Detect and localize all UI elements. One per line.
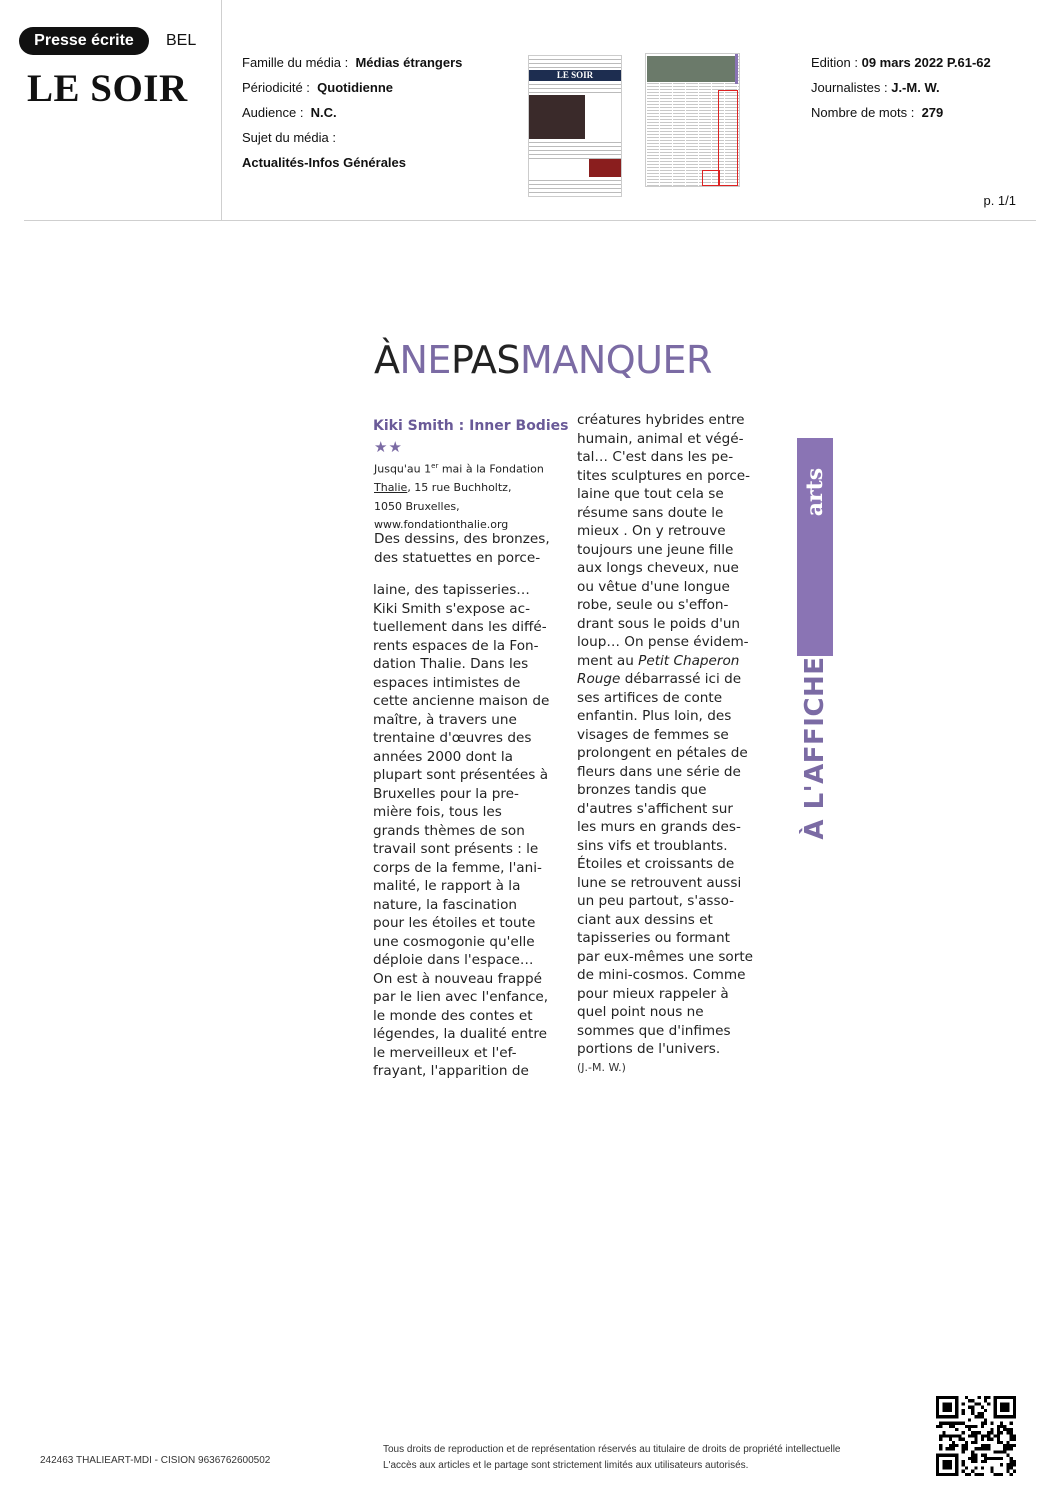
text-line: bronzes tandis que	[577, 782, 707, 798]
article-intro: Des dessins, des bronzes, des statuettes en porce-	[374, 531, 550, 566]
media-type-badge: Presse écrite	[19, 27, 149, 55]
text-line: de mini-cosmos. Comme	[577, 967, 746, 983]
front-page-thumbnail	[528, 55, 622, 197]
text-line: Kiki Smith s'expose ac-	[373, 600, 530, 617]
text-line: pour les étoiles et toute	[373, 915, 536, 931]
text-line: espaces intimistes de	[373, 674, 521, 691]
text-line: pour mieux rappeler à	[577, 985, 729, 1002]
text-line: frayant, l'apparition de	[373, 1063, 529, 1079]
text-line: malité, le rapport à la	[373, 878, 521, 894]
headline-manquer: MANQUER	[520, 338, 712, 382]
text-line: enfantin. Plus loin, des	[577, 708, 732, 724]
text-line: d'autres s'affichent sur	[577, 800, 733, 817]
article-headline	[374, 338, 712, 382]
text-line: humain, animal et végé-	[577, 430, 744, 447]
meta-subject-value: Actualités-Infos Générales	[242, 155, 406, 170]
meta-edition: Edition : 09 mars 2022 P.61-62	[811, 55, 991, 70]
text-line: plupart sont présentées à	[373, 767, 549, 783]
article-column-1	[373, 581, 549, 1081]
text-line: les murs en grands des-	[577, 819, 741, 835]
text-line: grands thèmes de son	[373, 822, 525, 839]
article-page-thumbnail	[645, 53, 740, 187]
text-line: années 2000 dont la	[373, 748, 513, 765]
text-line: un peu partout, s'asso-	[577, 893, 735, 909]
meta-periodicity: Périodicité : Quotidienne	[242, 80, 393, 95]
meta-journalists: Journalistes : J.-M. W.	[811, 80, 940, 95]
text-line: tal… C'est dans les pe-	[577, 449, 734, 465]
article-column-2: créatures hybrides entre humain, animal et végé- tal… C'est dans les pe- tites sculptures en porce- laine que tout cela se résume sans doute le mieux . On y retrouve toujours une jeune fille aux longs cheveux, nue ou vêtue d'une longue robe, seule ou s'effon- drant sous le poids d'un loup… On pense évidem- ment au Petit Chaperon Rouge débarrassé ici de ses artifices de conte enfantin. Plus loin, des visages de femmes se prolongent en pétales de fleurs dans une série de bronzes tandis que d'autres s'affichent sur les murs en grands des- sins vifs et troublants. Étoiles et croissants de lune se retrouvent aussi un peu partout, s'asso- ciant aux dessins et tapisseries ou formant par eux-mêmes une sorte de mini-cosmos. Comme pour mieux rappeler à quel point nous ne sommes que d'infimes portions de l'univers. (J.-M. W.)	[577, 411, 753, 1077]
text-line: sommes que d'infimes	[577, 1022, 731, 1039]
text-line: laine, des tapisseries…	[373, 582, 530, 598]
qr-code	[936, 1396, 1016, 1476]
text-line: Bruxelles pour la pre-	[373, 785, 519, 802]
text-line: une cosmogonie qu'elle	[373, 933, 535, 950]
text-line: nature, la fascination	[373, 896, 518, 913]
text-line: cette ancienne maison de	[373, 693, 550, 709]
thumbnail-masthead: LE SOIR	[529, 70, 621, 81]
text-line: robe, seule ou s'effon-	[577, 597, 729, 613]
text-line: visages de femmes se	[577, 726, 729, 743]
article-title: Kiki Smith : Inner Bodies	[373, 418, 569, 434]
newspaper-logo: LE SOIR	[27, 67, 188, 110]
text-line: par eux-mêmes une sorte	[577, 948, 754, 965]
meta-media-family: Famille du média : Médias étrangers	[242, 55, 463, 70]
text-line: le merveilleux et l'ef-	[373, 1044, 517, 1061]
rating-stars: ★★	[374, 439, 403, 456]
headline-pas: PAS	[450, 338, 521, 382]
text-line: aux longs cheveux, nue	[577, 560, 739, 576]
text-line: mieux . On y retrouve	[577, 523, 726, 539]
text-line: Étoiles et croissants de	[577, 856, 735, 872]
text-line: ciant aux dessins et	[577, 911, 713, 928]
text-line: créatures hybrides entre	[577, 412, 745, 428]
rubric-label: À L'AFFICHE	[800, 656, 830, 840]
meta-subject-label: Sujet du média :	[242, 130, 336, 145]
text-line: toujours une jeune fille	[577, 541, 734, 558]
meta-word-count: Nombre de mots : 279	[811, 105, 944, 120]
text-line: loup… On pense évidem-	[577, 634, 749, 650]
text-line: travail sont présents : le	[373, 841, 539, 857]
text-line: laine que tout cela se	[577, 486, 724, 502]
text-line: fleurs dans une série de	[577, 763, 741, 780]
article-signature: (J.-M. W.)	[577, 1060, 626, 1074]
header-horizontal-divider	[24, 220, 1036, 221]
text-line: ou vêtue d'une longue	[577, 578, 730, 595]
text-line: quel point nous ne	[577, 1004, 704, 1020]
text-line: sins vifs et troublants.	[577, 837, 728, 854]
text-line: le monde des contes et	[373, 1007, 533, 1024]
headline-ne: NE	[399, 338, 451, 382]
text-line: prolongent en pétales de	[577, 745, 748, 761]
text-line: tuellement dans les diffé-	[373, 619, 547, 635]
text-line: ses artifices de conte	[577, 689, 723, 706]
section-label: arts	[802, 467, 828, 517]
text-line: trentaine d'œuvres des	[373, 730, 532, 746]
exhibition-info: Jusqu'au 1er mai à la Fondation Thalie, 15 rue Buchholtz, 1050 Bruxelles, www.fondationthalie.org	[374, 462, 544, 532]
text-line: rents espaces de la Fon-	[373, 637, 539, 654]
text-line: tites sculptures en porce-	[577, 467, 751, 484]
country-code: BEL	[166, 32, 197, 49]
header-vertical-divider	[221, 0, 222, 221]
text-line: portions de l'univers.	[577, 1041, 721, 1057]
text-line: résume sans doute le	[577, 504, 724, 521]
text-line: tapisseries ou formant	[577, 930, 730, 946]
text-line: mière fois, tous les	[373, 804, 502, 820]
footer-rights: Tous droits de reproduction et de représentation réservés au titulaire de droits de propriété intellectuelle L'accès aux articles et le partage sont strictement limités aux utilisateurs autorisés.	[383, 1444, 841, 1471]
text-line: maître, à travers une	[373, 711, 517, 728]
headline-a: À	[374, 338, 400, 382]
text-line: corps de la femme, l'ani-	[373, 859, 542, 876]
meta-audience: Audience : N.C.	[242, 105, 337, 120]
text-line: par le lien avec l'enfance,	[373, 989, 549, 1005]
text-line: dation Thalie. Dans les	[373, 656, 529, 672]
text-line: On est à nouveau frappé	[373, 970, 542, 987]
text-line: légendes, la dualité entre	[373, 1026, 547, 1042]
text-line: déploie dans l'espace…	[373, 952, 534, 968]
footer-document-id: 242463 THALIEART-MDI - CISION 9636762600502	[40, 1455, 271, 1466]
text-line: drant sous le poids d'un	[577, 615, 741, 632]
text-line: lune se retrouvent aussi	[577, 874, 742, 891]
page-number: p. 1/1	[983, 193, 1016, 208]
